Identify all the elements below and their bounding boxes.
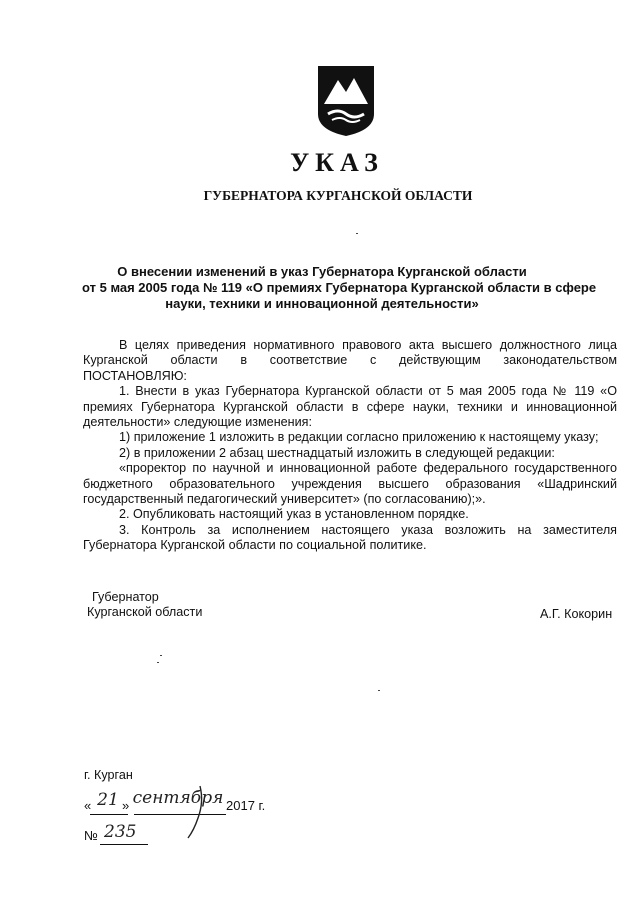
scan-speck: [160, 655, 162, 656]
heading-line: от 5 мая 2005 года № 119 «О премиях Губернатора Курганской области в сфере: [82, 280, 597, 295]
quoted-text-paragraph: «проректор по научной и инновационной работе федерального государственного бюджетного образовательного учреждения высшего образования «Шадринский государственный педагогический университет» (по согласованию);».: [83, 461, 617, 507]
subitem-1-paragraph: 1) приложение 1 изложить в редакции согласно приложению к настоящему указу;: [119, 430, 599, 445]
number-sign: №: [84, 828, 98, 843]
document-title: УКАЗ: [290, 148, 384, 177]
signatory-position: [87, 590, 202, 621]
position-line: Губернатор: [92, 590, 159, 604]
date-quote-open: «: [84, 798, 92, 813]
place-of-signing: г. Курган: [84, 768, 133, 782]
heading-line: науки, техники и инновационной деятельности»: [165, 296, 479, 311]
item-2-paragraph: 2. Опубликовать настоящий указ в установленном порядке.: [119, 507, 469, 522]
resolution-word: ПОСТАНОВЛЯЮ:: [83, 368, 187, 383]
date-day-underline: [90, 814, 128, 815]
date-year: 2017 г.: [226, 798, 266, 813]
heading-line: О внесении изменений в указ Губернатора Курганской области: [117, 264, 527, 279]
item-1-paragraph: 1. Внести в указ Губернатора Курганской области от 5 мая 2005 года № 119 «О премиях Губернатора Курганской области в сфере науки, техники и инновационной деятельности» следующие изменения:: [83, 384, 617, 430]
preamble-paragraph: В целях приведения нормативного правового акта высшего должностного лица Курганской области в соответствие с действующим законодательством: [83, 338, 617, 368]
date-month-handwritten: сентября: [132, 788, 224, 808]
position-line: Курганской области: [87, 605, 203, 620]
scan-speck: [157, 662, 159, 663]
date-day-handwritten: 21: [97, 790, 119, 810]
decree-body: [83, 338, 617, 554]
number-handwritten: 235: [104, 822, 137, 842]
item-3-paragraph: 3. Контроль за исполнением настоящего указа возложить на заместителя Губернатора Курганской области по социальной политике.: [83, 522, 617, 553]
scan-speck: [378, 690, 380, 691]
decree-heading: [82, 264, 597, 312]
subitem-2-paragraph: 2) в приложении 2 абзац шестнадцатый изложить в следующей редакции:: [119, 445, 555, 460]
number-underline: [100, 844, 148, 845]
scan-speck: [356, 233, 358, 234]
document-subtitle: ГУБЕРНАТОРА КУРГАНСКОЙ ОБЛАСТИ: [203, 188, 473, 203]
coat-of-arms-emblem: [316, 64, 376, 138]
signatory-name: А.Г. Кокорин: [540, 607, 613, 621]
date-quote-close: »: [122, 798, 130, 813]
decree-number: [84, 822, 204, 852]
